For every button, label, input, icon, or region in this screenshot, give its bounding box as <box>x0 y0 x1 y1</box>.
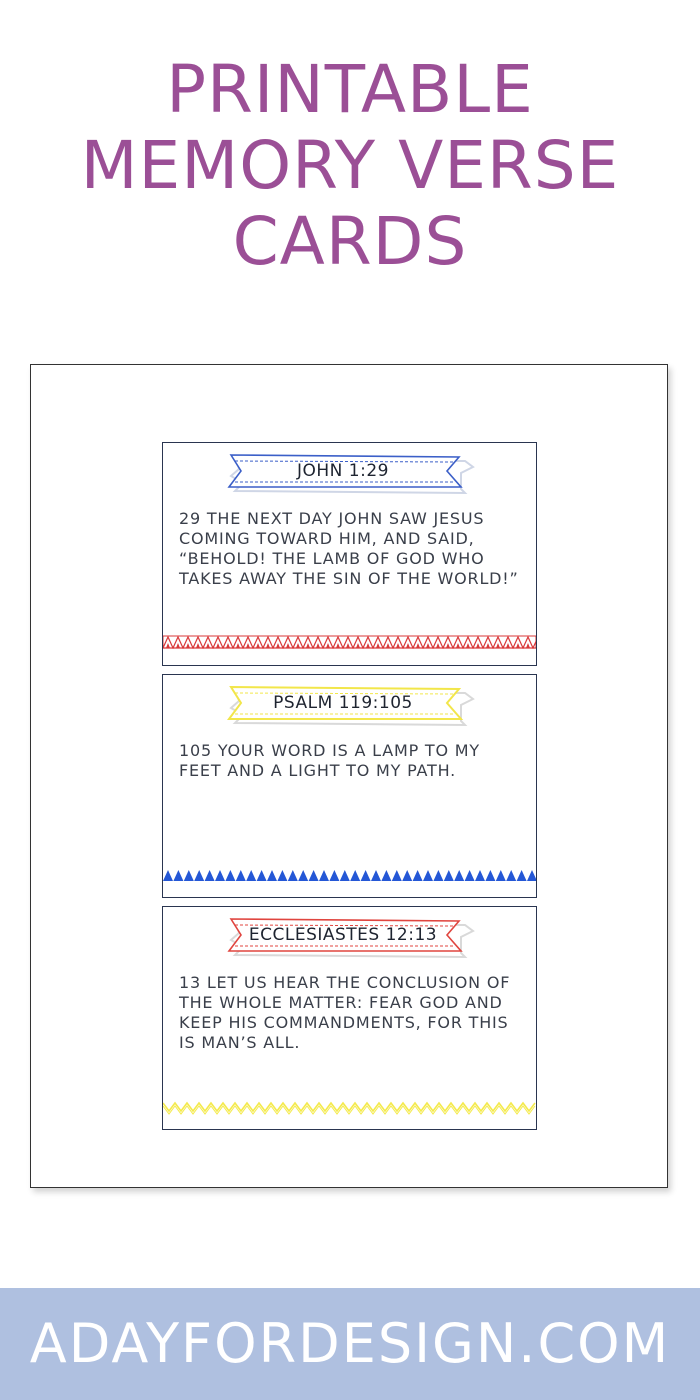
card-verse-text: 13 LET US HEAR THE CONCLUSION OF THE WHOLE MATTER: FEAR GOD AND KEEP HIS COMMANDMENTS, FOR THIS IS MAN’S ALL. <box>179 973 511 1052</box>
card-reference: PSALM 119:105 <box>273 693 413 713</box>
title-line-2: MEMORY VERSE <box>80 127 620 204</box>
verse-card-john <box>162 442 537 666</box>
printable-sheet <box>30 364 668 1188</box>
card-reference: JOHN 1:29 <box>297 461 389 481</box>
title-line-1: PRINTABLE <box>166 51 534 128</box>
triangle-border <box>163 865 536 883</box>
title-line-3: CARDS <box>232 203 468 280</box>
site-url: ADAYFORDESIGN.COM <box>29 1312 671 1375</box>
zigzag-border <box>163 1097 536 1115</box>
card-verse-text: 105 YOUR WORD IS A LAMP TO MY FEET AND A LIGHT TO MY PATH. <box>179 741 480 780</box>
card-reference: ECCLESIASTES 12:13 <box>248 925 438 945</box>
verse-card-psalm <box>162 674 537 898</box>
footer-banner <box>0 1288 700 1400</box>
card-verse-text: 29 THE NEXT DAY JOHN SAW JESUS COMING TOWARD HIM, AND SAID, “BEHOLD! THE LAMB OF GOD WHO TAKES AWAY THE SIN OF THE WORLD!” <box>179 509 519 588</box>
aztec-border <box>163 633 536 651</box>
verse-card-ecclesiastes <box>162 906 537 1130</box>
ribbon-banner <box>225 681 475 731</box>
ribbon-banner <box>225 913 475 963</box>
page-title <box>0 52 700 280</box>
ribbon-banner <box>225 449 475 499</box>
